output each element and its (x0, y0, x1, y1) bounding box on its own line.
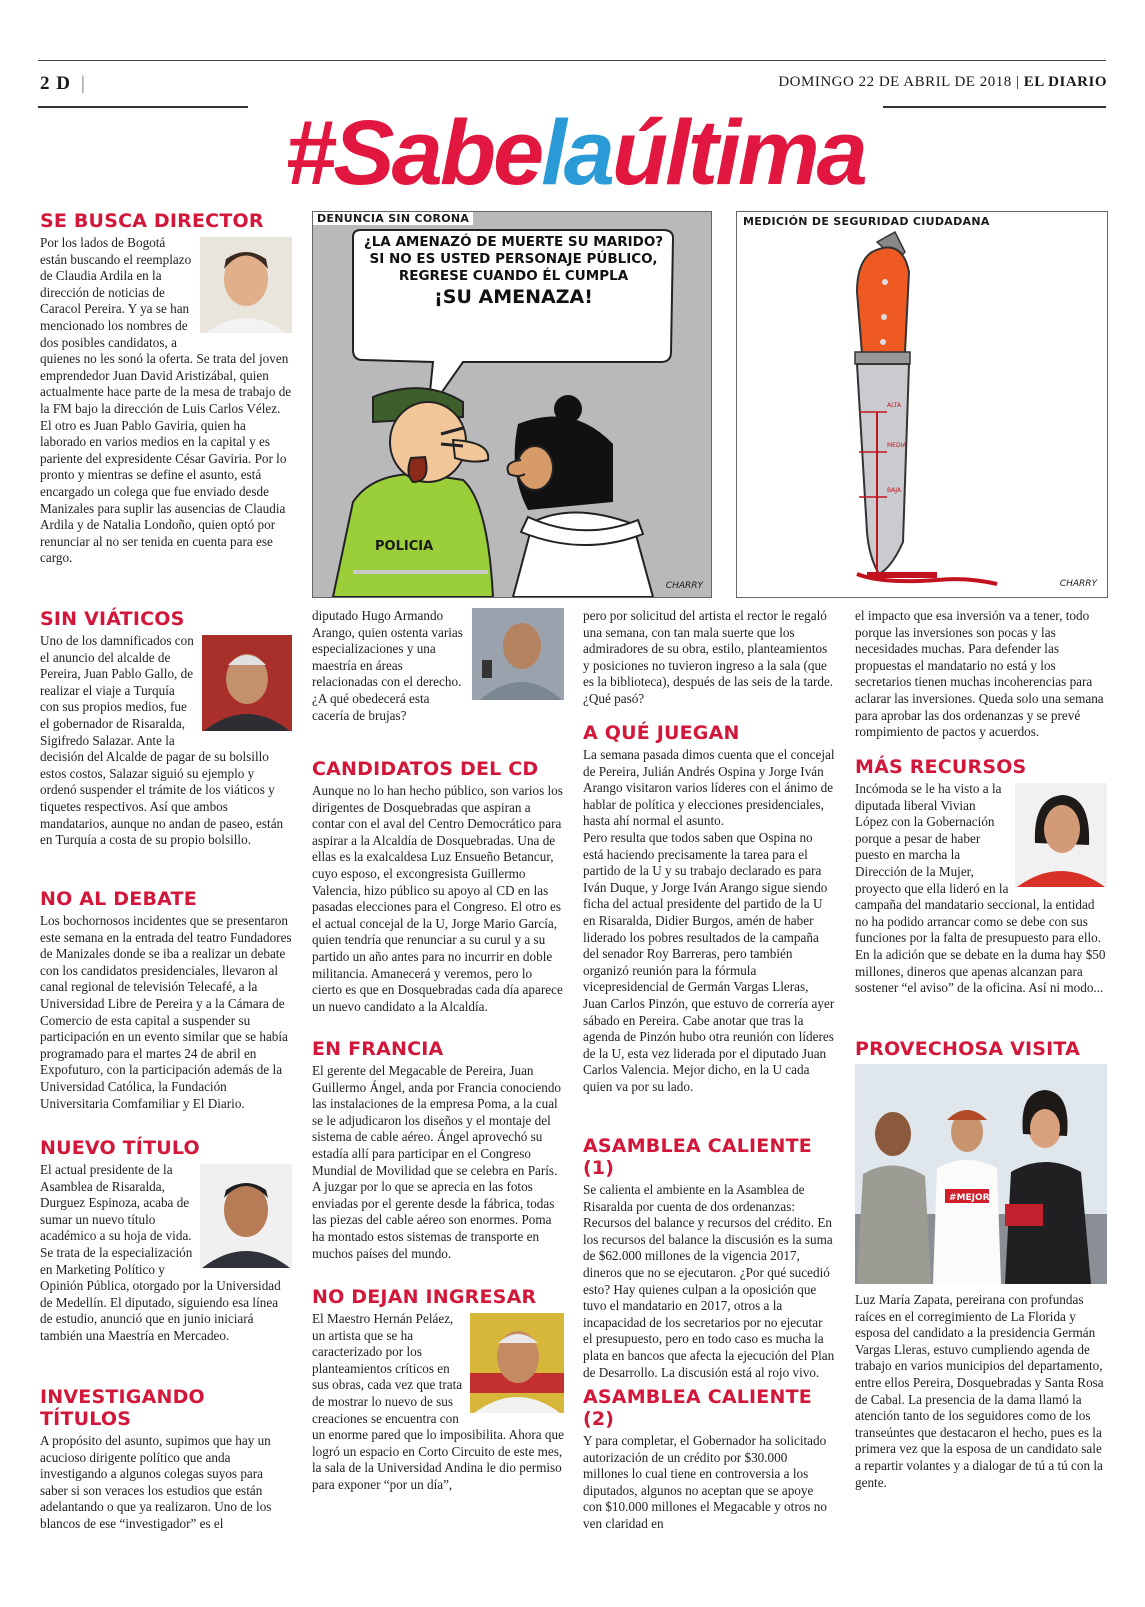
cartoon-denuncia (312, 211, 712, 598)
headshot-photo (470, 1313, 564, 1413)
article-heading: MÁS RECURSOS (855, 756, 1027, 778)
article-heading: PROVECHOSA VISITA (855, 1038, 1080, 1060)
article-body: Los bochornosos incidentes que se presentaron este semana en la entrada del teatro Fundadores de Manizales donde se iba a realizar un debate con los candidatos presidenciales, llevaron al canal regional de televisión Telecafé, a la Universidad Libre de Pereira y a la Cámara de Comercio de esta capital a suspender su participación en un evento similar que se había programado para el martes 24 de abril en Expofuturo, con la participación además de la Universidad Católica, la Fundación Universitaria Comfamiliar y El Diario. (40, 913, 292, 1111)
article-sin-viaticos (40, 608, 292, 849)
article-asamblea-caliente-2 (583, 1386, 835, 1533)
event-photo (855, 1064, 1107, 1284)
masthead-rule-right (883, 106, 1106, 108)
article-heading: NO AL DEBATE (40, 888, 197, 910)
article-investigando-continued (312, 608, 564, 724)
article-heading: CANDIDATOS DEL CD (312, 758, 539, 780)
paper-name: EL DIARIO (1023, 74, 1107, 90)
article-body: Luz María Zapata, pereirana con profundas raíces en el corregimiento de La Florida y esposa del candidato a la presidencia Germán Vargas Lleras, estuvo cumpliendo agenda de trabajo en varios municipios del departamento, entre ellos Pereira, Dosquebradas y Santa Rosa de Cabal. La presencia de la dama llamó la atención tanto de los seguidores como de los transeúntes que destacaron el hecho, pues es la primera vez que la esposa de un candidato sale a repartir volantes y a dialogar de tú a tú con la gente. (855, 1292, 1104, 1490)
article-en-francia (312, 1038, 564, 1262)
cartoon-title: DENUNCIA SIN CORONA (313, 212, 473, 225)
article-heading: ASAMBLEA CALIENTE (2) (583, 1386, 812, 1430)
article-heading: NUEVO TÍTULO (40, 1137, 200, 1159)
dateline (778, 74, 1107, 91)
level-high-label: ALTA (887, 402, 901, 409)
level-low-label: BAJA (887, 487, 901, 494)
article-investigando-titulos (40, 1386, 292, 1533)
article-body: Incómoda se le ha visto a la diputada liberal Vivian López con la Gobernación porque a pesar de haber puesto en marcha la Dirección de la Mujer, proyecto que ella lideró en la campaña del mandatario seccional, la entidad no ha podido arrancar como se debe con sus funciones por la falta de presupuesto para ello. En la adición que se debate en la duma hay $50 millones, dineros que apenas alcanzan para sostener “el aviso” de la oficina. Así ni modo... (855, 781, 1106, 996)
article-body: pero por solicitud del artista el rector le regaló una semana, con tan mala suerte que los admiradores de su obra, estilo, planteamientos y posiciones no tuvieron ingreso a la sala (que es la biblioteca), después de las seis de la tarde. ¿Qué pasó? (583, 608, 834, 706)
article-body: el impacto que esa inversión va a tener, todo porque las inversiones son pocas y las necesidades muchas. Para defender las propuestas el mandatario no está y los secretarios tienen muchas incoherencias para aclarar las inversiones. Queda solo una semana para aprobar las dos ordenanzas y se prevé rompimiento de pactos y acuerdos. (855, 608, 1104, 740)
level-medium-label: MEDIA (887, 442, 907, 449)
article-mas-recursos (855, 756, 1107, 997)
article-heading: INVESTIGANDO TÍTULOS (40, 1386, 205, 1430)
date-separator: | (1015, 74, 1020, 90)
article-heading: EN FRANCIA (312, 1038, 444, 1060)
article-nuevo-titulo (40, 1137, 292, 1345)
police-badge-text: POLICIA (375, 539, 434, 554)
article-body: El gerente del Megacable de Pereira, Juan Guillermo Ángel, anda por Francia conociendo las instalaciones de la empresa Poma, a la cual se le adjudicaron los diseños y el montaje del sistema de cable aéreo. Ángel aprovechó su estadía allí para participar en el Congreso Mundial de Movilidad que se celebra en París. A juzgar por lo que se aprecia en las fotos enviadas por el gerente desde la fábrica, todas las piezas del cable aéreo son enormes. Poma ha montado estos sistemas de transporte en muchos países del mundo. (312, 1063, 562, 1261)
article-body: La semana pasada dimos cuenta que el concejal de Pereira, Julián Andrés Ospina y Jorge Iván Arango visitaron varios líderes con el ánimo de hablar de política y elecciones presidenciales, hasta ahí normal el asunto. (583, 747, 835, 829)
top-rule (38, 60, 1106, 61)
headshot-photo (1015, 783, 1107, 887)
article-heading: SE BUSCA DIRECTOR (40, 210, 264, 232)
article-body: Y para completar, el Gobernador ha solicitado autorización de un crédito por $30.000 millones lo cual tiene en controversia a los diputados, algunos no aceptan que se apoye con $10.000 millones el Megacable y otros no ven claridad en (583, 1433, 827, 1531)
headshot-photo (202, 635, 292, 731)
shirt-text: #MEJOR (949, 1193, 990, 1203)
article-provechosa-visita (855, 1038, 1107, 1491)
bubble-line-4: ¡SU AMENAZA! (434, 286, 593, 308)
knife-illustration (737, 212, 1107, 597)
article-asamblea-caliente-1 (583, 1135, 835, 1381)
article-body: Por los lados de Bogotá están buscando el reemplazo de Claudia Ardila en la dirección de noticias de Caracol Pereira. Y ya se han mencionado los nombres de dos posibles candidatos, a quienes no les sonó la oferta. Se trata del joven emprendedor Juan David Aristizábal, quien actualmente hace parte de la mesa de trabajo de la FM bajo la dirección de Luis Carlos Vélez. El otro es Juan Pablo Gaviria, quien ha laborado en varios medios en la capital y es pariente del expresidente César Gaviria. Por lo pronto y mientras se define el asunto, está encargado un colega que fue enviado desde Manizales para suplir las ausencias de Claudia Ardila y de Natalia Londoño, quien optó por renunciar al no ser tenida en cuenta para ese cargo. (40, 235, 292, 566)
section-masthead: #Sabelaúltima (285, 102, 865, 204)
article-body: diputado Hugo Armando Arango, quien ostenta varias especializaciones y una maestría en áreas relacionadas con el derecho. ¿A qué obedecerá esta cacería de brujas? (312, 608, 463, 723)
article-body: A propósito del asunto, supimos que hay un acucioso dirigente político que anda investigando a algunos colegas suyos para saber si son veraces los estudios que están adelantando o que ya realizaron. Uno de los blancos de ese “investigador” es el (40, 1433, 272, 1531)
article-body: El Maestro Hernán Peláez, un artista que se ha caracterizado por los planteamientos críticos en sus obras, cada vez que trata de mostrar lo nuevo de sus creaciones se encuentra con un enorme pared que lo imposibilita. Ahora que logró un espacio en Corto Circuito de este mes, la sala de la Universidad Andina le dio permiso para exponer “por un día”, (312, 1311, 564, 1492)
article-heading: A QUÉ JUEGAN (583, 722, 740, 744)
article-no-dejan-ingresar (312, 1286, 564, 1494)
article-no-al-debate (40, 888, 292, 1112)
masthead-rule-left (38, 106, 248, 108)
page-pipe: | (80, 73, 86, 94)
article-no-dejan-ingresar-continued (583, 608, 835, 708)
article-candidatos-cd (312, 758, 564, 1015)
page-number: 2 D | (40, 73, 86, 94)
headshot-photo (200, 237, 292, 333)
article-heading: NO DEJAN INGRESAR (312, 1286, 537, 1308)
bubble-line-1: ¿LA AMENAZÓ DE MUERTE SU MARIDO? (363, 234, 664, 250)
headshot-photo (200, 1164, 292, 1268)
article-asamblea-caliente-2-continued (855, 608, 1107, 741)
cartoonist-signature: CHARRY (665, 581, 703, 591)
cartoonist-signature: CHARRY (1059, 579, 1097, 589)
article-heading: SIN VIÁTICOS (40, 608, 185, 630)
cartoon-seguridad (736, 211, 1108, 598)
article-body: El actual presidente de la Asamblea de Risaralda, Durguez Espinoza, acaba de sumar un nuevo título académico a su hoja de vida. Se trata de la especialización en Marketing Político y Opinión Pública, otorgado por la Universidad de Medellín. El diputado, siguiendo esa línea de estudio, anunció que en junio iniciará también una Maestría en Mercadeo. (40, 1162, 281, 1343)
headshot-photo (472, 608, 564, 700)
article-body: Uno de los damnificados con el anuncio del alcalde de Pereira, Juan Pablo Gallo, de realizar el viaje a Turquía con sus propios medios, fue el gobernador de Risaralda, Sigifredo Salazar. Ante la decisión del Alcalde de pagar de su bolsillo estos costos, Salazar siguió su ejemplo y ordenó suspender el trámite de los viáticos y tiquetes respectivos. Así que ambos mandatarios, aunque no andan de paseo, están en Turquía a costa de su propio bolsillo. (40, 633, 284, 848)
article-body: Pero resulta que todos saben que Ospina no está haciendo precisamente la tarea para el partido de la U y su trabajo declarado es para Iván Duque, y Jorge Iván Arango sigue siendo ficha del actual presidente del partido de la U en Risaralda, Didier Burgos, amén de haber liderado los pobres resultados de la campaña del senador Roy Barreras, pero también organizó reunión para la fórmula vicepresidencial de Germán Vargas Lleras, Juan Carlos Pinzón, que estuvo de correría ayer sábado en Pereira. Cabe anotar que tras la agenda de Pinzón hubo otra reunión con líderes de la U, esta vez liderada por el diputado Juan Carlos Valencia. Mejor dicho, en la U cada quien va por su lado. (583, 829, 835, 1094)
issue-date: DOMINGO 22 DE ABRIL DE 2018 (778, 74, 1012, 90)
article-heading: ASAMBLEA CALIENTE (1) (583, 1135, 812, 1179)
article-body: Aunque no lo han hecho público, son varios los dirigentes de Dosquebradas que aspiran a contar con el aval del Centro Democrático para aspirar a la Alcaldía de Dosquebradas. Una de ellas es la exalcaldesa Luz Ensueño Betancur, cuyo esposo, el excongresista Guillermo Valencia, hizo público su apoyo al CD en las pasadas elecciones para el Congreso. El otro es el actual concejal de la U, Jorge Mario García, quien tendría que renunciar a su curul y a su partido un año antes para no incurrir en doble militancia. Amanecerá y veremos, pero lo cierto es que en Dosquebradas cada día aparece un nuevo candidato a la Alcaldía. (312, 783, 563, 1014)
cartoon-title: MEDICIÓN DE SEGURIDAD CIUDADANA (743, 215, 990, 228)
speech-bubble (361, 234, 666, 309)
article-body: Se calienta el ambiente en la Asamblea de Risaralda por cuenta de dos ordenanzas: Recursos del balance y recursos del crédito. En los recursos del balance la discusión es la suma de $62.000 millones de la vigencia 2017, dineros que no se ejecutaron. ¿Por qué sucedió esto? Hay quienes culpan a la oposición que tuvo el mandatario en 2017, otros a la incapacidad de los secretarios por no ejecutar el presupuesto, pero en todo caso es mucha la plata en bancos que afecta la ejecución del Plan de Desarrollo. La discusión está al rojo vivo. (583, 1182, 835, 1380)
bubble-line-3: REGRESE CUANDO ÉL CUMPLA (398, 268, 629, 284)
bubble-line-2: SI NO ES USTED PERSONAJE PÚBLICO, (369, 251, 658, 267)
article-a-que-juegan (583, 722, 835, 1095)
article-se-busca-director (40, 210, 292, 567)
